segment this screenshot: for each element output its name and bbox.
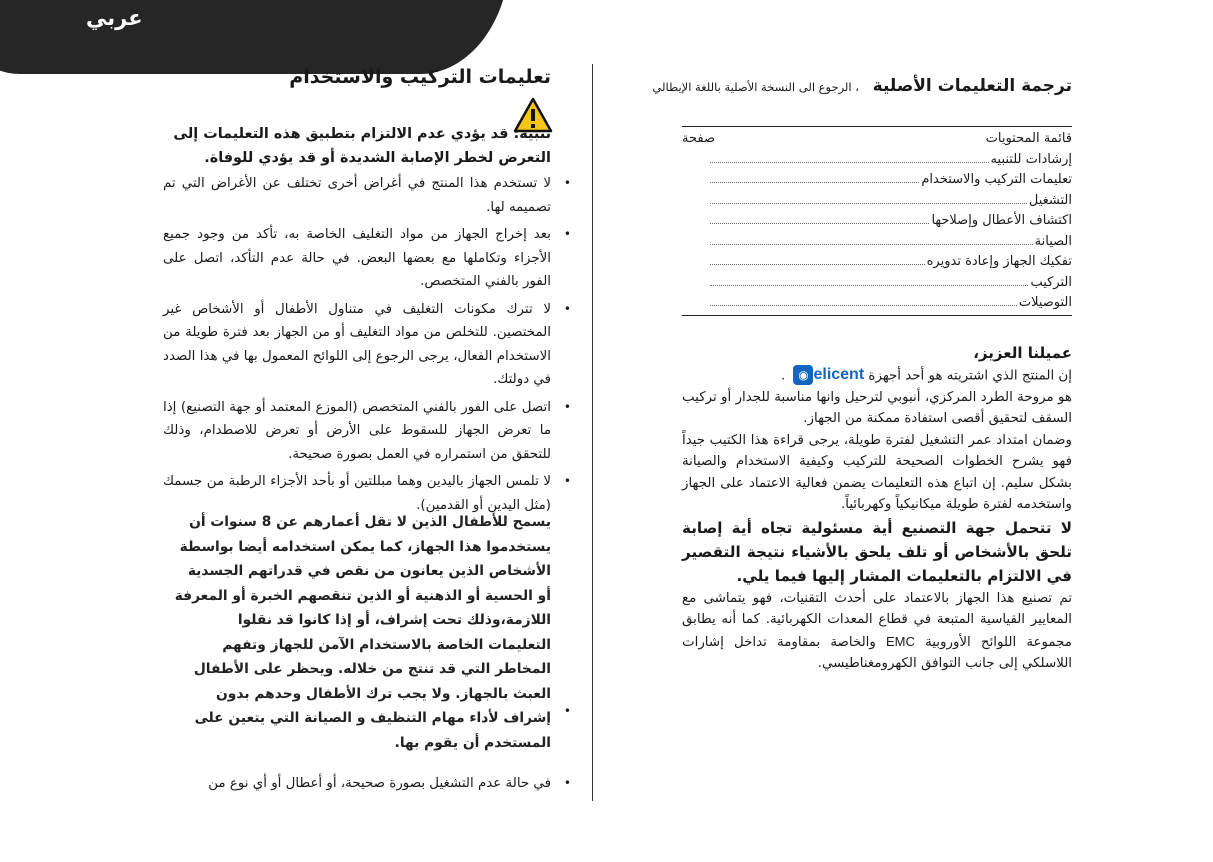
emc-label: EMC	[886, 633, 915, 649]
language-label: عربي	[86, 6, 143, 30]
intro-paragraph: وضمان امتداد عمر التشغيل لفترة طويلة، يرجى قراءة هذا الكتيب جيداً فهو يشرح الخطوات الصحيحة للتركيب وكيفية الاستخدام والصيانة بشكل سليم. إن اتباع هذه التعليمات يضمن فعالية الاعتماد على الجهاز واستخدمه لفترة طويلة ميكانيكياً وكهربائياً.	[682, 432, 1072, 513]
children-notice: يسمح للأطفال الذين لا تقل أعمارهم عن 8 سنوات أن يستخدموا هذا الجهاز، كما يمكن استخدامه أيضا بواسطة الأشخاص الذين يعانون من نقص في قدراتهم الجسدية أو الحسية أو الذهنية أو الذين تنقصهم الخبرة أو المعرفة اللازمة،وذلك تحت إشراف، أو إذا كانوا قد نقلوا التعليمات الخاصة بالاستخدام الآمن للجهاز وتفهم المخاطر التي قد تنتج من خلاله. ويحظر على الأطفال العبث بالجهاز. ولا يجب ترك الأطفال وحدهم بدون إشراف لأداء مهام التنظيف و الصيانة التي يتعين على المستخدم أن يقوم بها.	[174, 514, 551, 751]
toc-item: تفكيك الجهاز وإعادة تدويره	[682, 249, 1072, 270]
toc-item: الصيانة	[682, 228, 1072, 249]
intro-line-1: إن المنتج الذي اشتريته هو أحد أجهزة elicent◉ .	[682, 364, 1072, 387]
toc-heading: قائمة المحتويات	[985, 131, 1072, 146]
toc-item: التوصيلات	[682, 290, 1072, 311]
brand-logo-icon: ◉	[793, 365, 813, 385]
elicent-logo	[789, 364, 864, 387]
intro-paragraph: هو مروحة الطرد المركزي، أنبوبي لترحيل وانها مناسبة للجدار أو تركيب السقف لتحقيق أقصى استفادة ممكنة من الجهاز.	[682, 389, 1072, 427]
table-of-contents	[682, 126, 1072, 316]
toc-item: اكتشاف الأعطال وإصلاحها	[682, 208, 1072, 229]
translation-note: ، الرجوع الى النسخة الأصلية باللغة الإيطالي	[652, 80, 859, 94]
brand-name: elicent	[813, 366, 865, 383]
bullet-item: • بعد إخراج الجهاز من مواد التغليف الخاصة به، تأكد من وجود جميع الأجزاء وتكاملها مع بعضها البعض. في حالة عدم التأكد، اتصل على الفور بالفني المتخصص.	[163, 227, 571, 289]
toc-page-label: صفحة	[682, 131, 715, 146]
bullet-item: • لا تلمس الجهاز باليدين وهما مبللتين أو بأحد الأجزاء الرطبة من جسمك (مثل اليدين أو القدمين).	[163, 474, 571, 513]
empty-bullet: •	[563, 704, 571, 718]
safety-bullets	[163, 172, 571, 521]
bullet-item: • اتصل على الفور بالفني المتخصص (الموزع المعتمد أو جهة التصنيع) إذا ما تعرض الجهاز للسقوط على الأرض أو تعرض للاصطدام، وذلك للتحقق من استمراره في العمل بصورة صحيحة.	[163, 399, 571, 462]
column-divider	[592, 64, 593, 801]
translation-title: ترجمة التعليمات الأصلية	[872, 76, 1072, 96]
toc-item: التشغيل	[682, 187, 1072, 208]
language-tab	[0, 0, 510, 74]
liability-notice: لا تتحمل جهة التصنيع أية مسئولية تجاه أية إصابة تلحق بالأشخاص أو تلف يلحق بالأشياء نتيجة التقصير في الالتزام بالتعليمات المشار إليها فيما يلي.	[682, 518, 1072, 585]
section-title: تعليمات التركيب والاستخدام	[289, 66, 551, 88]
toc-item: التركيب	[682, 269, 1072, 290]
toc-item: تعليمات التركيب والاستخدام	[682, 167, 1072, 188]
intro-text	[682, 364, 1072, 675]
translation-header	[652, 76, 1072, 96]
greeting: عميلنا العزيز،	[973, 344, 1072, 362]
bullet-item: • لا تترك مكونات التغليف في متناول الأطفال أو الأشخاص غير المختصين. للتخلص من مواد التغليف أو من الجهاز بعد فترة طويلة من الاستخدام الفعال، يرجى الرجوع إلى اللوائح المعمول بها في هذا الصدد في دولتك.	[163, 301, 571, 387]
compliance-paragraph: تم تصنيع هذا الجهاز بالاعتماد على أحدث التقنيات، فهو يتماشى مع المعايير القياسية المتبعة في قطاع المعدات الكهربائية. كما أنه يطابق مجموعة اللوائح الأوروبية EMC والخاصة بمقاومة تداخل إشارات اللاسلكي إلى جانب التوافق الكهرومغناطيسي.	[682, 590, 1072, 672]
toc-item: إرشادات للتنبيه	[682, 146, 1072, 167]
toc-header	[682, 131, 1072, 146]
last-bullet: • في حالة عدم التشغيل بصورة صحيحة، أو أعطال أو أي نوع من	[208, 776, 571, 791]
warning-text: تنبيه: قد يؤدي عدم الالتزام بتطبيق هذه التعليمات إلى التعرض لخطر الإصابة الشديدة أو قد يؤدي للوفاة.	[173, 126, 551, 166]
bullet-item: • لا تستخدم هذا المنتج في أغراض أخرى تختلف عن الأغراض التي تم تصميمه لها.	[163, 176, 571, 215]
